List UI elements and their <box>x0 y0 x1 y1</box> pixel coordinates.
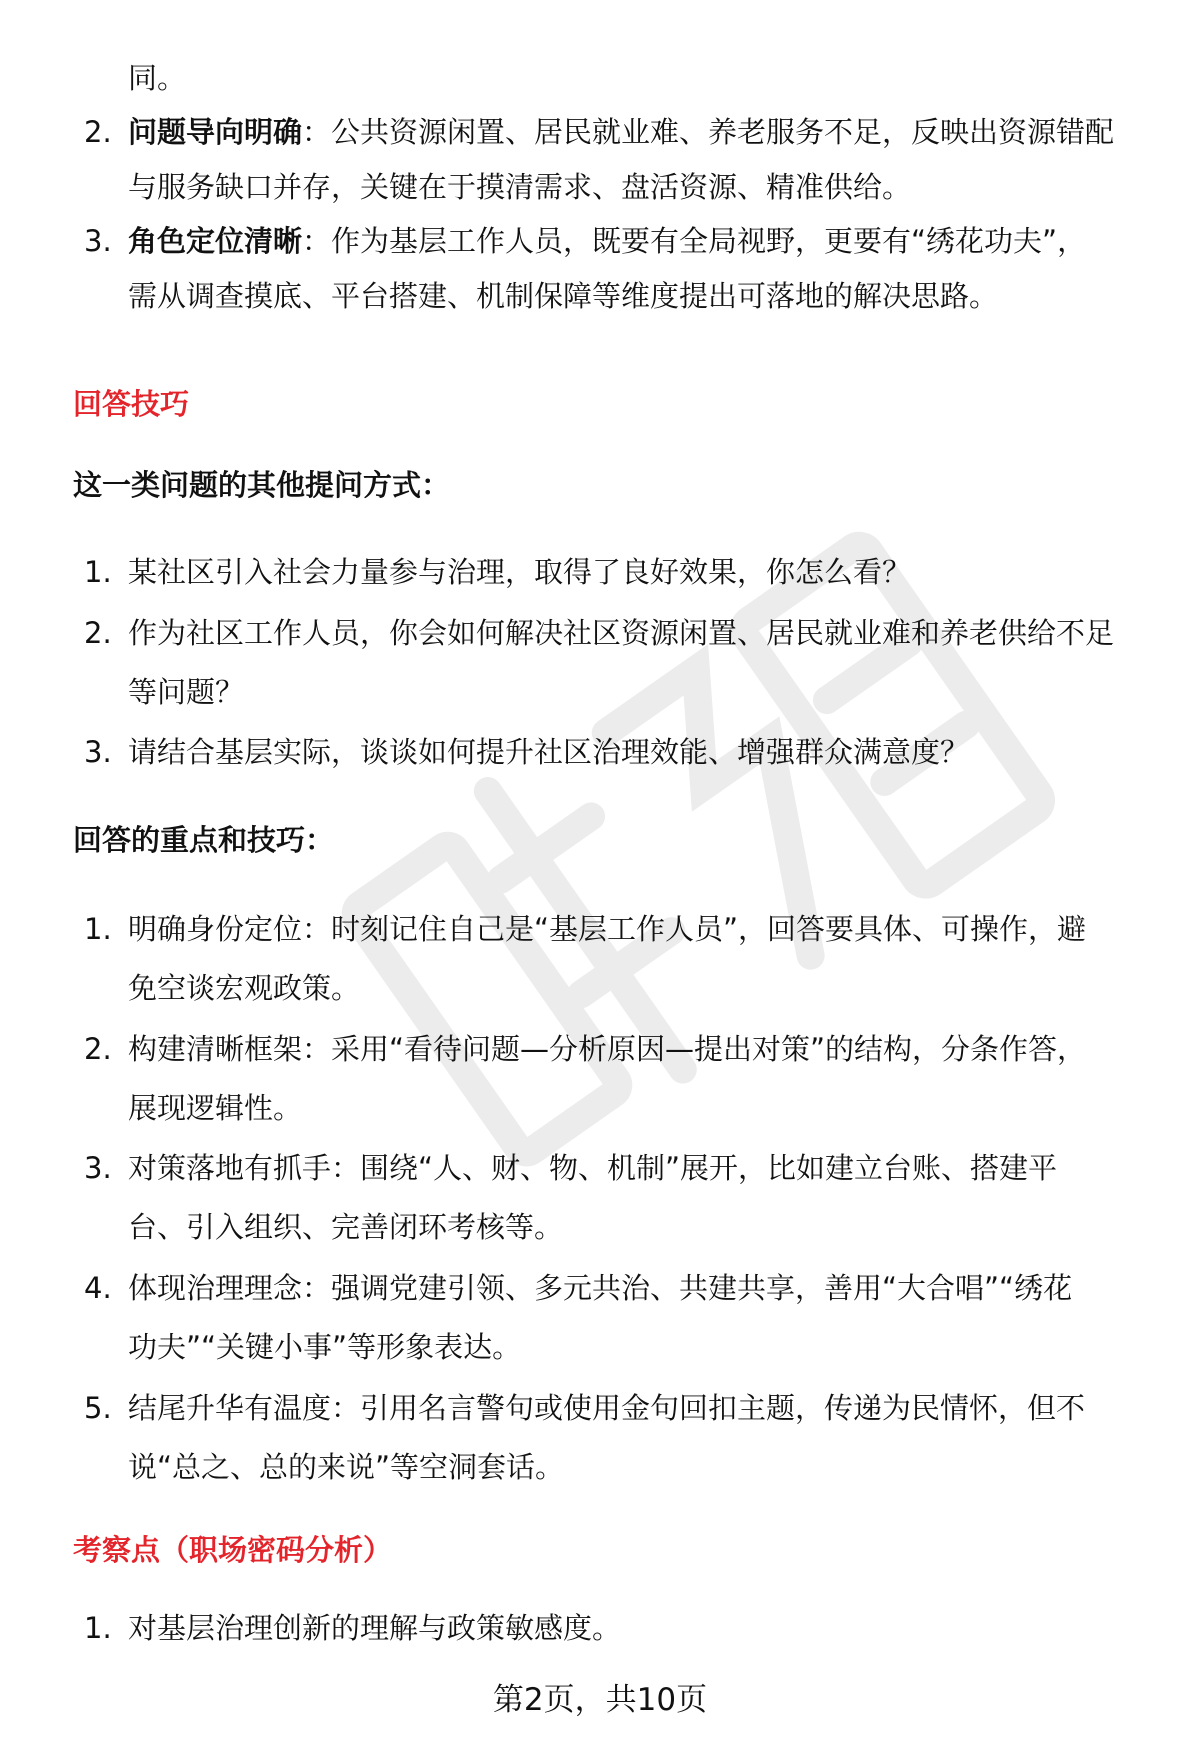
intro-item-1-continuation: 同。 <box>128 61 187 95</box>
key-point-3-line1: 对策落地有抓手：围绕“人、财、物、机制”展开，比如建立台账、搭建平 <box>128 1151 1058 1185</box>
intro-item-3-line2: 需从调查摸底、平台搭建、机制保障等维度提出可落地的解决思路。 <box>128 279 999 313</box>
key-point-2-number: 2. <box>84 1032 112 1066</box>
other-question-3-line1: 请结合基层实际，谈谈如何提升社区治理效能、增强群众满意度？ <box>128 735 970 769</box>
key-point-4-number: 4. <box>84 1271 112 1305</box>
key-point-1-line1: 明确身份定位：时刻记住自己是“基层工作人员”，回答要具体、可操作，避 <box>128 912 1087 946</box>
page-footer: 第2页，共10页 <box>492 1682 708 1718</box>
other-question-1-number: 1. <box>84 555 112 589</box>
intro-item-2-text: ：公共资源闲置、居民就业难、养老服务不足，反映出资源错配 <box>302 115 1115 149</box>
other-question-2-number: 2. <box>84 616 112 650</box>
key-point-3-line2: 台、引入组织、完善闭环考核等。 <box>128 1210 564 1244</box>
key-point-4-line1: 体现治理理念：强调党建引领、多元共治、共建共享，善用“大合唱”“绣花 <box>128 1271 1073 1305</box>
key-point-5-line1: 结尾升华有温度：引用名言警句或使用金句回扣主题，传递为民情怀，但不 <box>128 1391 1086 1425</box>
other-question-1-line1: 某社区引入社会力量参与治理，取得了良好效果，你怎么看？ <box>128 555 912 589</box>
intro-item-3-text: ：作为基层工作人员，既要有全局视野，更要有“绣花功夫”， <box>302 224 1087 258</box>
section-heading-exam-points: 考察点（职场密码分析） <box>73 1533 393 1567</box>
key-point-1-line2: 免空谈宏观政策。 <box>128 971 361 1005</box>
other-question-2-line2: 等问题？ <box>128 675 245 709</box>
key-point-2-line1: 构建清晰框架：采用“看待问题—分析原因—提出对策”的结构，分条作答， <box>128 1032 1087 1066</box>
intro-item-2-line1 <box>128 112 1114 152</box>
intro-item-2-number: 2. <box>84 115 112 149</box>
intro-item-3-number: 3. <box>84 224 112 258</box>
key-points-heading: 回答的重点和技巧： <box>73 823 335 857</box>
intro-item-2-title: 问题导向明确 <box>128 115 303 149</box>
section-heading-answer-skills: 回答技巧 <box>73 387 190 421</box>
key-point-3-number: 3. <box>84 1151 112 1185</box>
key-point-4-line2: 功夫”“关键小事”等形象表达。 <box>128 1330 522 1364</box>
key-point-2-line2: 展现逻辑性。 <box>128 1091 303 1125</box>
exam-point-1-line1: 对基层治理创新的理解与政策敏感度。 <box>128 1611 622 1645</box>
intro-item-2-line2: 与服务缺口并存，关键在于摸清需求、盘活资源、精准供给。 <box>128 170 912 204</box>
intro-item-3-line1 <box>128 221 1086 261</box>
other-question-3-number: 3. <box>84 735 112 769</box>
exam-point-1-number: 1. <box>84 1611 112 1645</box>
watermark-graphic <box>300 500 1100 1200</box>
key-point-1-number: 1. <box>84 912 112 946</box>
key-point-5-number: 5. <box>84 1391 112 1425</box>
key-point-5-line2: 说“总之、总的来说”等空洞套话。 <box>128 1450 565 1484</box>
intro-item-3-title: 角色定位清晰 <box>128 224 303 258</box>
other-questions-heading: 这一类问题的其他提问方式： <box>73 468 451 502</box>
other-question-2-line1: 作为社区工作人员，你会如何解决社区资源闲置、居民就业难和养老供给不足 <box>128 616 1115 650</box>
